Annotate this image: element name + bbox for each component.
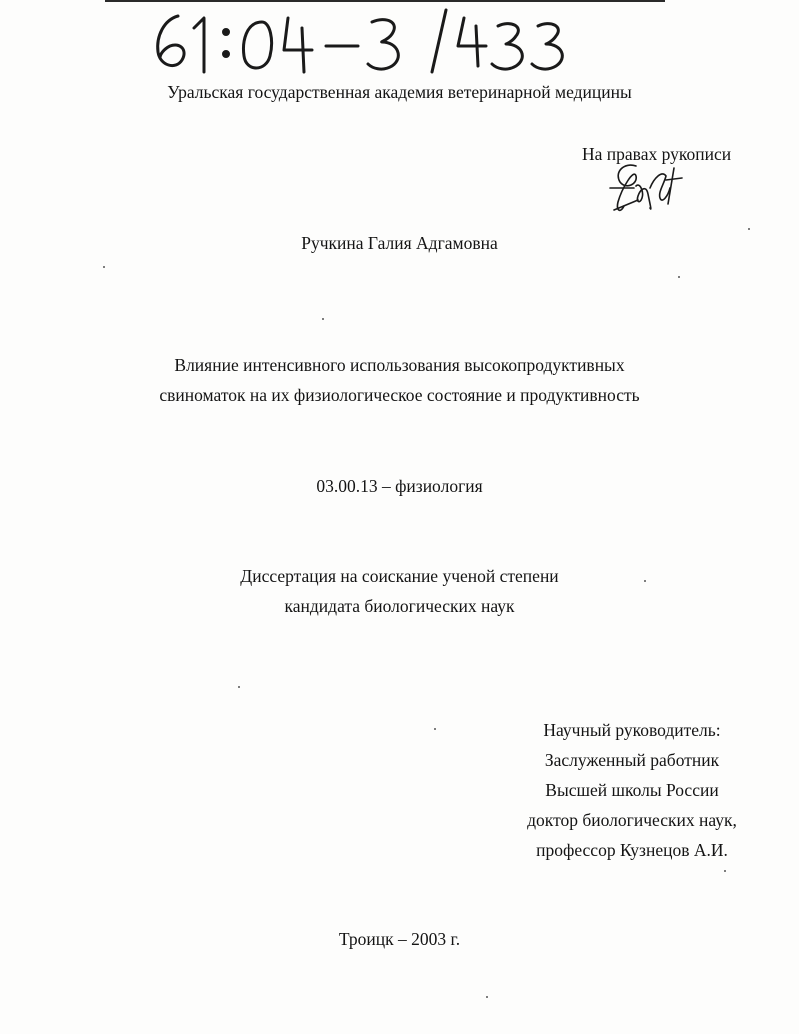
signature bbox=[606, 158, 684, 216]
scan-speck bbox=[486, 996, 488, 998]
manuscript-rights-label: На правах рукописи bbox=[582, 144, 732, 164]
supervisor-degree: доктор биологических наук, bbox=[527, 810, 737, 830]
scan-edge-line bbox=[105, 0, 665, 2]
scan-speck bbox=[103, 266, 105, 268]
supervisor-block bbox=[512, 715, 752, 865]
institution-name: Уральская государственная академия ветеринарной медицины bbox=[167, 82, 632, 102]
author-name: Ручкина Галия Адгамовна bbox=[301, 233, 498, 253]
scan-speck bbox=[644, 580, 646, 582]
scan-speck bbox=[678, 276, 680, 278]
supervisor-heading: Научный руководитель: bbox=[543, 720, 721, 740]
scan-speck bbox=[322, 318, 324, 320]
scan-speck bbox=[238, 686, 240, 688]
handwritten-catalog-number bbox=[150, 6, 590, 76]
degree-line-2: кандидата биологических наук bbox=[284, 596, 515, 616]
degree-line-1: Диссертация на соискание ученой степени bbox=[240, 566, 559, 586]
supervisor-title-1: Заслуженный работник bbox=[544, 750, 720, 770]
specialty-code: 03.00.13 – физиология bbox=[316, 476, 483, 496]
supervisor-name: профессор Кузнецов А.И. bbox=[536, 840, 728, 860]
scan-speck bbox=[748, 228, 750, 230]
dissertation-title-line-1: Влияние интенсивного использования высокопродуктивных bbox=[174, 355, 625, 375]
scan-speck bbox=[724, 870, 726, 872]
place-and-year: Троицк – 2003 г. bbox=[338, 929, 461, 949]
scan-speck bbox=[434, 728, 436, 730]
dissertation-title-line-2: свиноматок на их физиологическое состояние и продуктивность bbox=[159, 385, 640, 405]
supervisor-title-2: Высшей школы России bbox=[545, 780, 719, 800]
